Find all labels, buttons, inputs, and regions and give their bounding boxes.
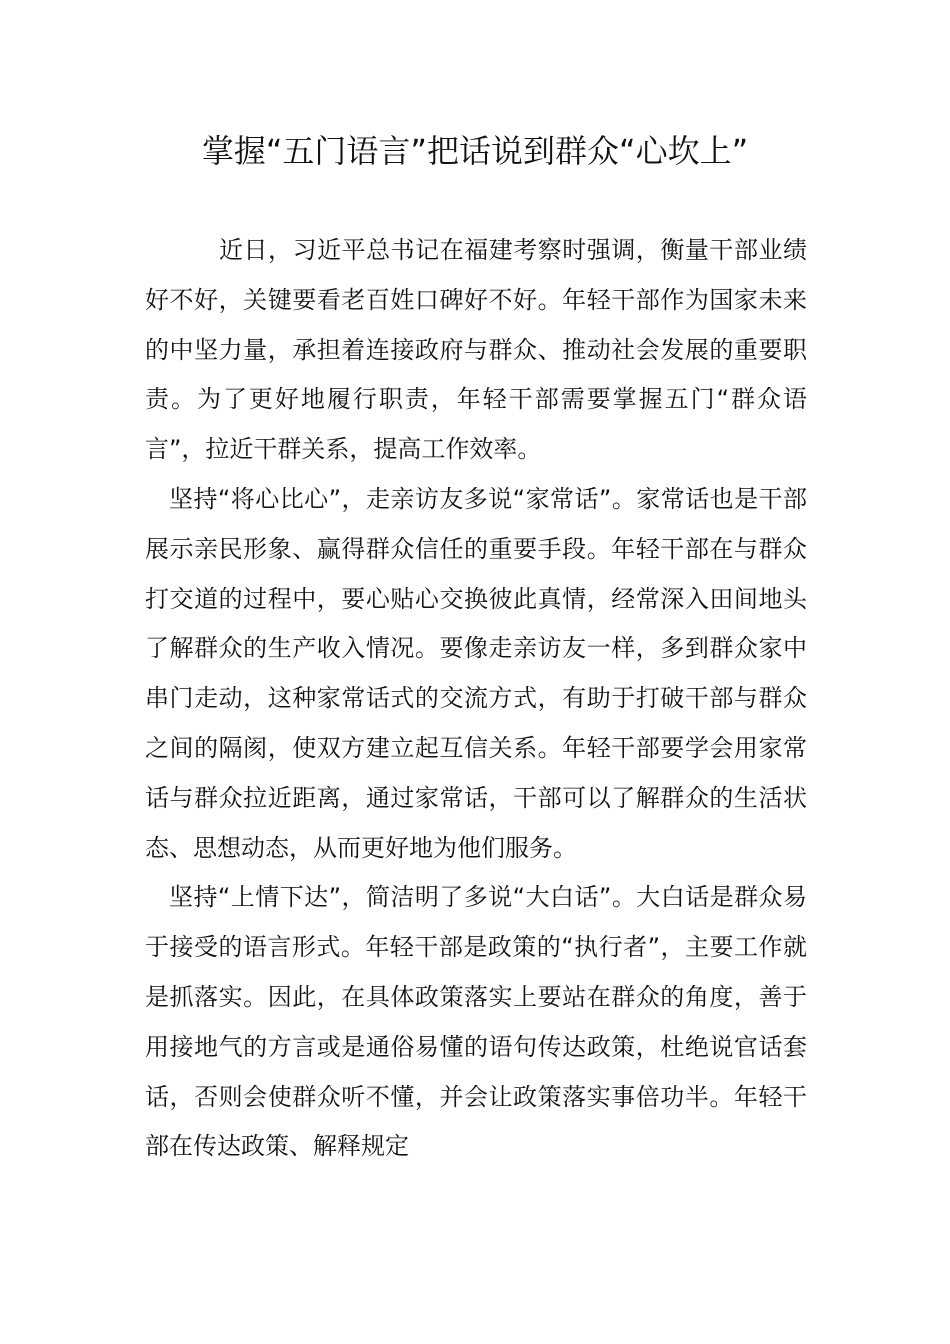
paragraph-homely-talk: 坚持“将心比心”，走亲访友多说“家常话”。家常话也是干部展示亲民形象、赢得群众信任的重要手段。年轻干部在与群众打交道的过程中，要心贴心交换彼此真情，经常深入田间地头了解群众的生产收入情况。要像走亲访友一样，多到群众家中串门走动，这种家常话式的交流方式，有助于打破干部与群众之间的隔阂，使双方建立起互信关系。年轻干部要学会用家常话与群众拉近距离，通过家常话，干部可以了解群众的生活状态、思想动态，从而更好地为他们服务。: [145, 484, 807, 862]
document-body: [145, 226, 807, 1172]
paragraph-intro: 近日，习近平总书记在福建考察时强调，衡量干部业绩好不好，关键要看老百姓口碑好不好。年轻干部作为国家未来的中坚力量，承担着连接政府与群众、推动社会发展的重要职责。为了更好地履行职责，年轻干部需要掌握五门“群众语言”，拉近干群关系，提高工作效率。: [145, 236, 807, 464]
paragraph-plain-talk: 坚持“上情下达”，简洁明了多说“大白话”。大白话是群众易于接受的语言形式。年轻干部是政策的“执行者”，主要工作就是抓落实。因此，在具体政策落实上要站在群众的角度，善于用接地气的方言或是通俗易懂的语句传达政策，杜绝说官话套话，否则会使群众听不懂，并会让政策落实事倍功半。年轻干部在传达政策、解释规定: [145, 883, 807, 1161]
document-title: 掌握“五门语言”把话说到群众“心坎上”: [201, 132, 749, 170]
